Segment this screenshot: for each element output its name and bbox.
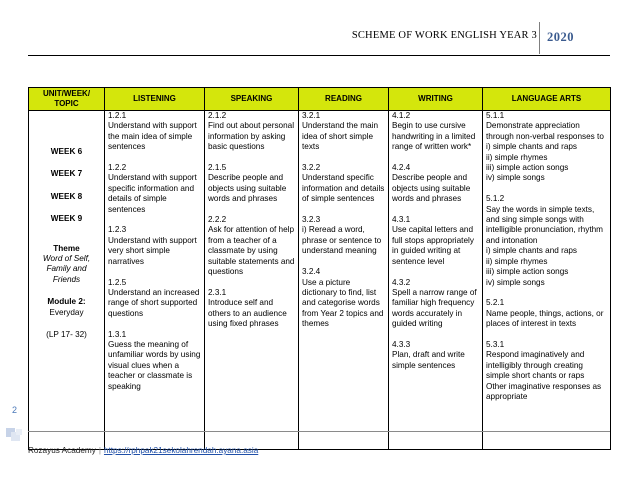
col-header-listening: LISTENING xyxy=(105,88,205,111)
week-label: WEEK 8 xyxy=(50,191,83,201)
footer-separator: | xyxy=(98,446,101,455)
week-label: WEEK 9 xyxy=(50,214,83,224)
table-header-row xyxy=(29,88,611,111)
page-number: 2 xyxy=(12,405,18,415)
footer xyxy=(28,446,258,455)
scheme-of-work-table xyxy=(28,87,611,450)
footer-rule xyxy=(28,431,610,432)
speaking-cell: 2.1.2 Find out about personal information by asking basic questions 2.1.5 Describe people and objects using suitable words and phrases 2.2.2 Ask for attention of help from a teacher of a classmate by using suitable statements and questions 2.3.1 Introduce self and others to an audience using fixed phrases xyxy=(205,111,299,450)
week-label: WEEK 7 xyxy=(50,169,83,179)
lesson-plan-range: (LP 17- 32) xyxy=(46,330,87,340)
language-arts-cell: 5.1.1 Demonstrate appreciation through non-verbal responses to i) simple chants and raps ii) simple rhymes iii) simple action songs iv) simple songs 5.1.2 Say the words in simple texts, and sing simple songs with intelligible pronunciation, rhythm and intonation i) simple chants and raps ii) simple rhymes iii) simple action songs iv) simple songs 5.2.1 Name people, things, actions, or places of interest in texts 5.3.1 Respond imaginatively and intelligibly through creating simple short chants or raps Other imaginative responses as appropriate xyxy=(483,111,611,450)
footer-org: Rozayus Academy xyxy=(28,446,96,455)
col-header-reading: READING xyxy=(299,88,389,111)
document-year: 2020 xyxy=(547,30,574,44)
footer-ornament-icon xyxy=(4,424,34,444)
module-label: Module 2: xyxy=(47,297,86,307)
theme-label: Theme xyxy=(53,243,80,253)
theme-value: Word of Self, Family and Friends xyxy=(42,254,91,284)
col-header-unit: UNIT/WEEK/ TOPIC xyxy=(29,88,105,111)
unit-cell xyxy=(29,111,105,450)
table-row xyxy=(29,111,611,450)
col-header-speaking: SPEAKING xyxy=(205,88,299,111)
reading-cell: 3.2.1 Understand the main idea of short simple texts 3.2.2 Understand specific information and details of simple sentences 3.2.3 i) Reread a word, phrase or sentence to understand meaning 3.2.4 Use a picture dictionary to find, list and categorise words from Year 2 topics and themes xyxy=(299,111,389,450)
header-divider xyxy=(539,22,540,54)
listening-cell: 1.2.1 Understand with support the main idea of simple sentences 1.2.2 Understand with support specific information and details of simple sentences 1.2.3 Understand with support very short simple narratives 1.2.5 Understand an increased range of short supported questions 1.3.1 Guess the meaning of unfamiliar words by using visual clues when a teacher or classmate is speaking xyxy=(105,111,205,450)
footer-link[interactable]: https://rphpak21sekolahrendah.ayana.asia xyxy=(103,446,259,455)
col-header-language-arts: LANGUAGE ARTS xyxy=(483,88,611,111)
header-rule xyxy=(28,55,610,56)
document-title: SCHEME OF WORK ENGLISH YEAR 3 xyxy=(351,30,537,41)
writing-cell: 4.1.2 Begin to use cursive handwriting in a limited range of written work* 4.2.4 Describe people and objects using suitable words and phrases 4.3.1 Use capital letters and full stops appropriately in guided writing at sentence level 4.3.2 Spell a narrow range of familiar high frequency words accurately in guided writing 4.3.3 Plan, draft and write simple sentences xyxy=(389,111,483,450)
module-value: Everyday xyxy=(49,307,84,317)
col-header-writing: WRITING xyxy=(389,88,483,111)
week-label: WEEK 6 xyxy=(50,147,83,156)
